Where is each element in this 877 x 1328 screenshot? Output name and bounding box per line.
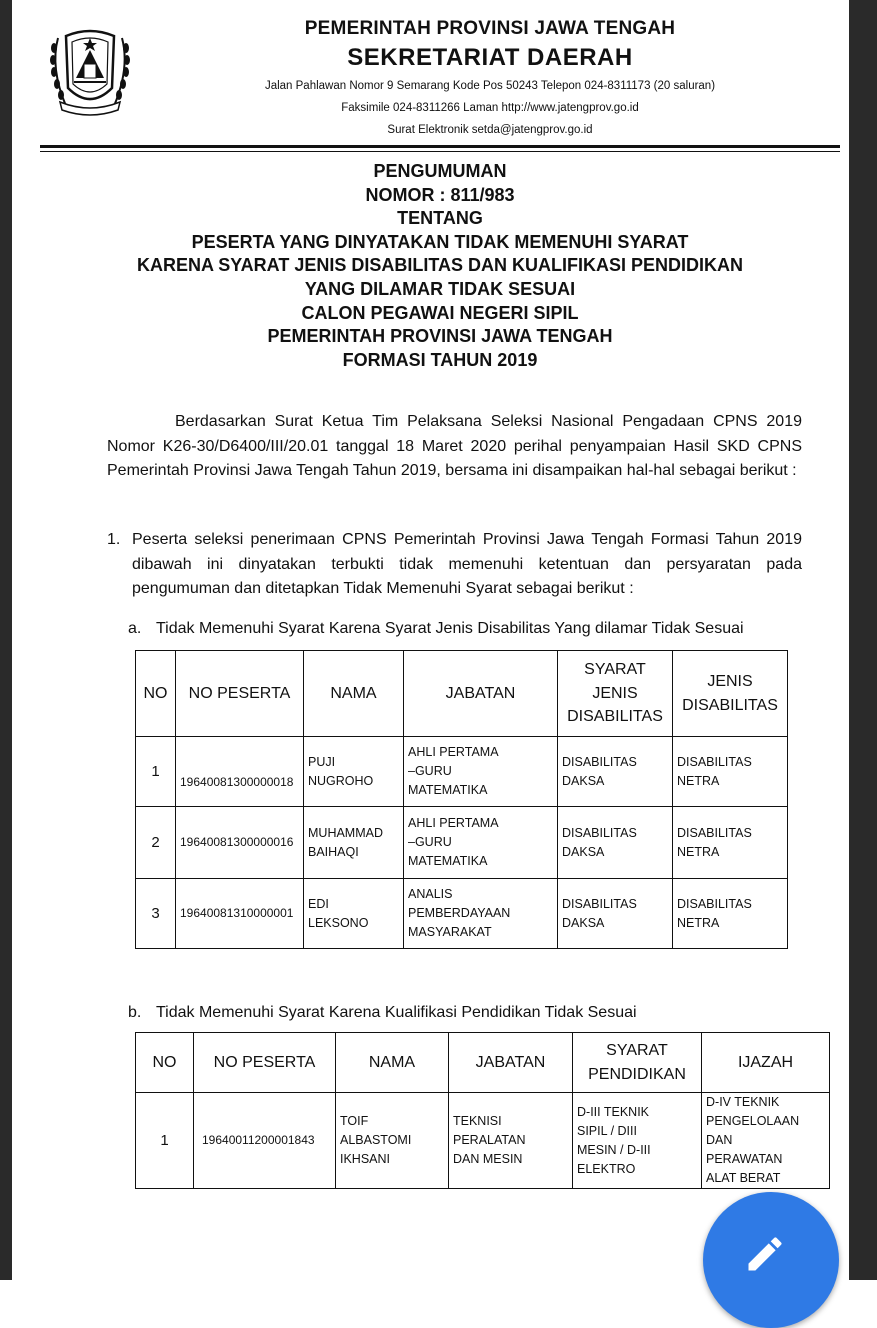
cell-jabatan: TEKNISI PERALATAN DAN MESIN — [449, 1093, 573, 1189]
cell-syarat-pendidikan: D-III TEKNIK SIPIL / DIII MESIN / D-III ELEKTRO — [573, 1093, 702, 1189]
header-ijazah: IJAZAH — [702, 1033, 830, 1093]
title-line: PEMERINTAH PROVINSI JAWA TENGAH — [267, 326, 613, 347]
cell-ijazah: D-IV TEKNIK PENGELOLAAN DAN PERAWATAN ALAT BERAT — [702, 1093, 830, 1189]
cell-no: 2 — [136, 807, 176, 879]
header-nama: NAMA — [336, 1033, 449, 1093]
edit-fab-button[interactable] — [703, 1192, 839, 1328]
table-row — [136, 807, 788, 879]
cell-syarat-jenis-disabilitas: DISABILITAS DAKSA — [558, 737, 673, 807]
list-item-text: Peserta seleksi penerimaan CPNS Pemerintah Provinsi Jawa Tengah Formasi Tahun 2019 dibawah ini dinyatakan terbukti tidak memenuhi ketentuan dan persyaratan pada pengumuman dan ditetapkan Tidak Memenuhi Syarat sebagai berikut : — [132, 531, 802, 597]
table-header-row — [136, 651, 788, 737]
cell-no-peserta: 19640081310000001 — [176, 879, 304, 949]
title-line: PESERTA YANG DINYATAKAN TIDAK MEMENUHI SYARAT — [191, 231, 689, 252]
section-label: a. — [128, 620, 142, 637]
cell-nama: TOIF ALBASTOMI IKHSANI — [336, 1093, 449, 1189]
cell-jabatan: AHLI PERTAMA –GURU MATEMATIKA — [404, 737, 558, 807]
letterhead-rule-thin — [40, 151, 840, 152]
letterhead-rule-thick — [40, 145, 840, 148]
header-no: NO — [136, 1033, 194, 1093]
header-jenis-disabilitas: JENIS DISABILITAS — [673, 651, 788, 737]
cell-syarat-jenis-disabilitas: DISABILITAS DAKSA — [558, 807, 673, 879]
pencil-edit-icon — [743, 1232, 787, 1276]
list-item-1 — [107, 528, 802, 602]
cell-no: 1 — [136, 1093, 194, 1189]
table-row — [136, 879, 788, 949]
header-no: NO — [136, 651, 176, 737]
table-header-row — [136, 1033, 830, 1093]
header-syarat-jenis-disabilitas: SYARAT JENIS DISABILITAS — [558, 651, 673, 737]
cell-jenis-disabilitas: DISABILITAS NETRA — [673, 737, 788, 807]
screen-edge-left — [0, 0, 12, 1280]
title-line: KARENA SYARAT JENIS DISABILITAS DAN KUALIFIKASI PENDIDIKAN — [136, 255, 744, 276]
list-item-number: 1. — [107, 531, 121, 548]
title-number: NOMOR : 811/983 — [365, 184, 515, 205]
cell-jabatan: ANALIS PEMBERDAYAAN MASYARAKAT — [404, 879, 558, 949]
title-line: CALON PEGAWAI NEGERI SIPIL — [301, 302, 579, 323]
header-no-peserta: NO PESERTA — [194, 1033, 336, 1093]
section-title: Tidak Memenuhi Syarat Karena Syarat Jenis Disabilitas Yang dilamar Tidak Sesuai — [156, 620, 744, 637]
screen-edge-right — [849, 0, 877, 1280]
header-address: Jalan Pahlawan Nomor 9 Semarang Kode Pos 50243 Telepon 024-8311173 (20 saluran) — [264, 80, 716, 92]
header-jabatan: JABATAN — [404, 651, 558, 737]
header-no-peserta: NO PESERTA — [176, 651, 304, 737]
disability-table — [135, 650, 788, 949]
header-syarat-pendidikan: SYARAT PENDIDIKAN — [573, 1033, 702, 1093]
section-label: b. — [128, 1004, 142, 1021]
title-line: FORMASI TAHUN 2019 — [342, 349, 538, 370]
header-office-name: SEKRETARIAT DAERAH — [347, 44, 633, 71]
cell-nama: EDI LEKSONO — [304, 879, 404, 949]
header-fax-website: Faksimile 024-8311266 Laman http://www.jatengprov.go.id — [341, 102, 639, 114]
title-line: TENTANG — [397, 208, 483, 229]
section-b-heading — [128, 1004, 637, 1022]
cell-syarat-jenis-disabilitas: DISABILITAS DAKSA — [558, 879, 673, 949]
cell-no-peserta: 19640081300000016 — [176, 807, 304, 879]
cell-jenis-disabilitas: DISABILITAS NETRA — [673, 879, 788, 949]
title-line: YANG DILAMAR TIDAK SESUAI — [304, 278, 576, 299]
cell-jenis-disabilitas: DISABILITAS NETRA — [673, 807, 788, 879]
cell-no: 1 — [136, 737, 176, 807]
header-email: Surat Elektronik setda@jatengprov.go.id — [387, 124, 593, 136]
header-jabatan: JABATAN — [449, 1033, 573, 1093]
section-a-heading — [128, 620, 744, 638]
table-row — [136, 1093, 830, 1189]
header-government-name: PEMERINTAH PROVINSI JAWA TENGAH — [304, 18, 676, 39]
cell-nama: MUHAMMAD BAIHAQI — [304, 807, 404, 879]
provincial-emblem-icon — [44, 18, 136, 120]
section-title: Tidak Memenuhi Syarat Karena Kualifikasi Pendidikan Tidak Sesuai — [156, 1004, 637, 1021]
cell-jabatan: AHLI PERTAMA –GURU MATEMATIKA — [404, 807, 558, 879]
table-row — [136, 737, 788, 807]
cell-no: 3 — [136, 879, 176, 949]
title-line: PENGUMUMAN — [373, 161, 507, 181]
cell-no-peserta: 19640081300000018 — [176, 737, 304, 807]
announcement-title — [40, 160, 840, 372]
intro-paragraph: Berdasarkan Surat Ketua Tim Pelaksana Seleksi Nasional Pengadaan CPNS 2019 Nomor K26-30/D6400/III/20.01 tanggal 18 Maret 2020 perihal penyampaian Hasil SKD CPNS Pemerintah Provinsi Jawa Tengah Tahun 2019, bersama ini disampaikan hal-hal sebagai berikut : — [107, 413, 802, 479]
cell-no-peserta: 19640011200001843 — [194, 1093, 336, 1189]
header-nama: NAMA — [304, 651, 404, 737]
education-table — [135, 1032, 830, 1189]
cell-nama: PUJI NUGROHO — [304, 737, 404, 807]
